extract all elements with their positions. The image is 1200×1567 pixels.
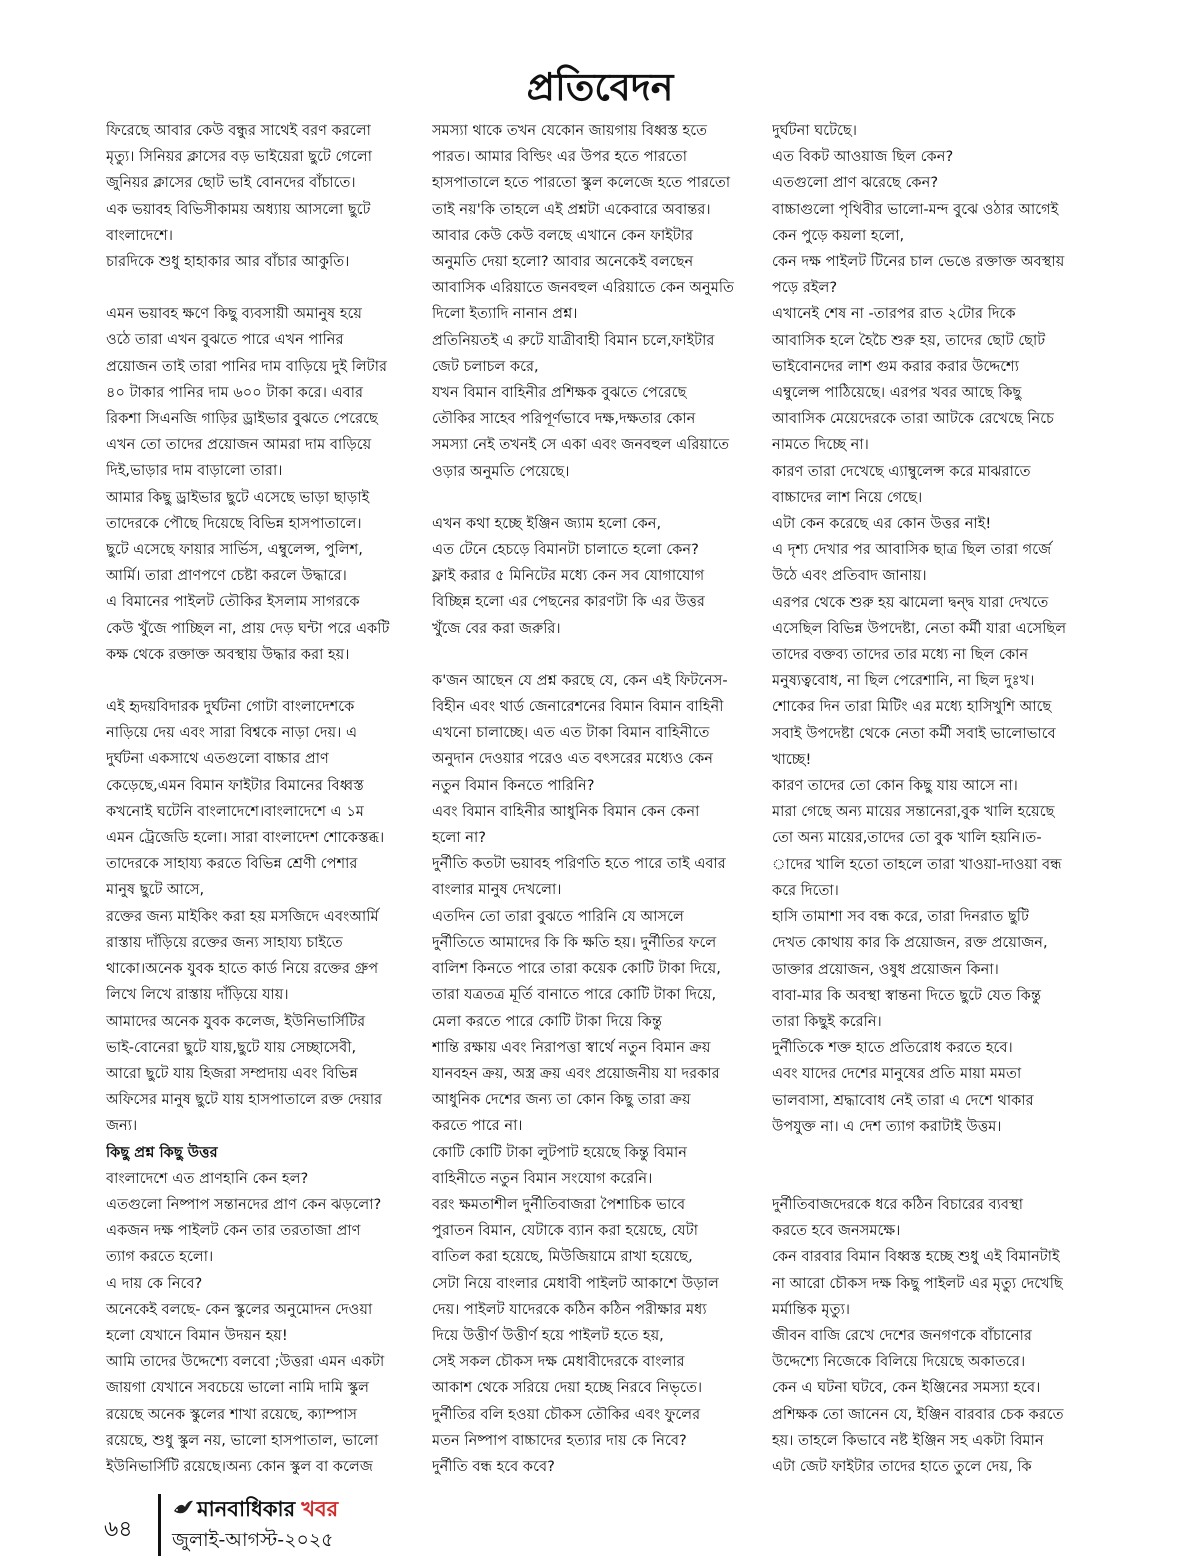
text-line: এখানেই শেষ না -তারপর রাত ২টোর দিকে bbox=[772, 305, 1016, 323]
text-line: জায়গা যেখানে সবচেয়ে ভালো নামি দামি স্কুল bbox=[106, 1379, 370, 1397]
text-line: হয়। তাহলে কিভাবে নষ্ট ইঞ্জিন সহ একটা বিমান bbox=[772, 1431, 1044, 1449]
text-line: দুর্নীতিবাজদেরকে ধরে কঠিন বিচারের ব্যবস্থা bbox=[772, 1195, 1023, 1213]
text-line: সমস্যা থাকে তখন যেকোন জায়গায় বিধ্বস্ত হতে bbox=[432, 122, 708, 139]
text-line: খুঁজে বের করা জরুরি। bbox=[432, 619, 561, 637]
text-line: আকাশ থেকে সরিয়ে দেয়া হচ্ছে নিরবে নিভৃতে। bbox=[432, 1379, 703, 1397]
text-line: তাদেরকে পৌছে দিয়েছে বিভিন্ন হাসপাতালে। bbox=[106, 514, 362, 532]
section-heading: কিছু প্রশ্ন কিছু উত্তর bbox=[106, 1143, 218, 1161]
text-line: দেয়। পাইলট যাদেরকে কঠিন কঠিন পরীক্ষার মধ্য bbox=[432, 1300, 707, 1318]
text-line: আবাসিক এরিয়াতে জনবহুল এরিয়াতে কেন অনুমতি bbox=[432, 279, 734, 297]
text-line: কেউ খুঁজে পাচ্ছিল না, প্রায় দেড় ঘন্টা পরে একটি bbox=[106, 619, 390, 637]
text-line: উপযুক্ত না। এ দেশ ত্যাগ করাটাই উত্তম। bbox=[772, 1117, 1002, 1135]
text-line: এসেছিল বিভিন্ন উপদেষ্টা, নেতা কর্মী যারা এসেছিল bbox=[772, 619, 1067, 637]
text-line: মানুষ ছুটে আসে, bbox=[106, 881, 205, 899]
text-line: নামতে দিচ্ছে না। bbox=[772, 436, 869, 454]
text-line: এক ভয়াবহ বিভিসীকাময় অধ্যায় আসলো ছুটে bbox=[106, 200, 371, 218]
text-line: কেন এ ঘটনা ঘটবে, কেন ইঞ্জিনের সমস্যা হবে। bbox=[772, 1379, 1041, 1397]
text-line: সবাই উপদেষ্টা থেকে নেতা কর্মী সবাই ভালোভাবে bbox=[772, 724, 1056, 742]
text-line: মারা গেছে অন্য মায়ের সন্তানেরা,বুক খালি হয়েছে bbox=[772, 803, 1055, 821]
text-line: ফ্লাই করার ৫ মিনিটের মধ্যে কেন সব যোগাযোগ bbox=[432, 567, 705, 585]
text-line: উঠে এবং প্রতিবাদ জানায়। bbox=[772, 567, 927, 585]
text-line: লিখে লিখে রাস্তায় দাঁড়িয়ে যায়। bbox=[106, 986, 289, 1004]
paragraph-gap bbox=[432, 642, 747, 668]
text-line: এ দৃশ্য দেখার পর আবাসিক ছাত্র ছিল তারা গর্জে bbox=[772, 541, 1052, 559]
text-line: এমন ট্রেজেডি হলো। সারা বাংলাদেশ শোকেস্তব্ধ। bbox=[106, 829, 385, 847]
paragraph-gap bbox=[106, 275, 414, 301]
text-line: বাংলার মানুষ দেখলো। bbox=[432, 881, 562, 899]
text-line: প্রশিক্ষক তো জানেন যে, ইঞ্জিন বারবার চেক করতে bbox=[772, 1405, 1064, 1423]
brand-name-part2: খবর bbox=[301, 1497, 339, 1521]
text-line: এ দায় কে নিবে? bbox=[106, 1274, 203, 1292]
text-line: রয়েছে অনেক স্কুলের শাখা রয়েছে, ক্যাম্পাস bbox=[106, 1405, 358, 1423]
text-line: অনুদান দেওয়ার পরেও এত বৎসরের মধ্যেও কেন bbox=[432, 750, 714, 768]
text-line: ভালবাসা, শ্রদ্ধাবোধ নেই তারা এ দেশে থাকার bbox=[772, 1091, 1034, 1109]
text-line: আরো ছুটে যায় হিজরা সম্প্রদায় এবং বিভিন্ন bbox=[106, 1064, 358, 1082]
text-line: দুর্নীতিতে আমাদের কি কি ক্ষতি হয়। দুর্নীতির ফলে bbox=[432, 933, 717, 951]
text-line: বিহীন এবং থার্ড জেনারেশনের বিমান বিমান বাহিনী bbox=[432, 698, 724, 716]
text-line: এরপর থেকে শুরু হয় ঝামেলা দ্বন্দ্ব যারা দেখতে bbox=[772, 593, 1049, 611]
text-line: এবং যাদের দেশের মানুষের প্রতি মায়া মমতা bbox=[772, 1065, 1022, 1083]
text-line: কারণ তাদের তো কোন কিছু যায় আসে না। bbox=[772, 777, 1018, 795]
text-line: দিই,ভাড়ার দাম বাড়ালো তারা। bbox=[106, 462, 283, 480]
text-line: আবাসিক হলে হৈচৈ শুরু হয়, তাদের ছোট ছোট bbox=[772, 331, 1046, 349]
text-line: তারা যত্রতত্র মূর্তি বানাতে পারে কোটি টাকা দিয়ে, bbox=[432, 986, 717, 1004]
text-line: াদের খালি হতো তাহলে তারা খাওয়া-দাওয়া বন্ধ bbox=[772, 855, 1062, 873]
text-line: না আরো চৌকস দক্ষ কিছু পাইলট এর মৃত্যু দেখেছি bbox=[772, 1274, 1063, 1292]
text-line: কেন বারবার বিমান বিধ্বস্ত হচ্ছে শুধু এই বিমানটাই bbox=[772, 1248, 1060, 1266]
text-line: বাবা-মার কি অবস্থা স্বান্তনা দিতে ছুটে যেত কিন্তু bbox=[772, 986, 1042, 1004]
text-line: ওড়ার অনুমতি পেয়েছে। bbox=[432, 462, 570, 480]
text-line: জুনিয়র ক্লাসের ছোট ভাই বোনদের বাঁচাতে। bbox=[106, 174, 356, 192]
text-line: তো অন্য মায়ের,তাদের তো বুক খালি হয়নি।ত- bbox=[772, 829, 1042, 847]
text-line: এত বিকট আওয়াজ ছিল কেন? bbox=[772, 148, 954, 166]
text-line: দুর্নীতি কতটা ভয়াবহ পরিণতি হতে পারে তাই এবার bbox=[432, 855, 726, 873]
text-line: কেড়েছে,এমন বিমান ফাইটার বিমানের বিধ্বস্ত bbox=[106, 776, 364, 794]
text-line: করতে হবে জনসমক্ষে। bbox=[772, 1222, 901, 1240]
text-line: পুরাতন বিমান, যেটাকে ব্যান করা হয়েছে, যেটা bbox=[432, 1222, 698, 1240]
text-line: নাড়িয়ে দেয় এবং সারা বিশ্বকে নাড়া দেয়। এ bbox=[106, 724, 358, 742]
text-line: সেই সকল চৌকস দক্ষ মেধাবীদেরকে বাংলার bbox=[432, 1353, 685, 1371]
article-column-1 bbox=[106, 118, 414, 1478]
text-line: দিয়ে উত্তীর্ণ উত্তীর্ণ হয়ে পাইলট হতে হয়, bbox=[432, 1326, 664, 1344]
text-line: ডাক্তার প্রয়োজন, ওষুধ প্রয়োজন কিনা। bbox=[772, 960, 999, 978]
text-line: হাসি তামাশা সব বন্ধ করে, তারা দিনরাত ছুটি bbox=[772, 908, 1029, 926]
text-line: আধুনিক দেশের জন্য তা কোন কিছু তারা ক্রয় bbox=[432, 1091, 691, 1109]
text-line: এটা জেট ফাইটার তাদের হাতে তুলে দেয়, কি bbox=[772, 1457, 1032, 1475]
page-number: ৬৪ bbox=[104, 1517, 133, 1542]
text-line: কক্ষ থেকে রক্তাক্ত অবস্থায় উদ্ধার করা হয়। bbox=[106, 645, 350, 663]
text-line: কোটি কোটি টাকা লুটপাট হয়েছে কিন্তু বিমান bbox=[432, 1143, 687, 1161]
issue-date: জুলাই-আগস্ট-২০২৫ bbox=[172, 1529, 334, 1551]
text-line: ইউনিভার্সিটি রয়েছে।অন্য কোন স্কুল বা কলেজ bbox=[106, 1457, 373, 1475]
text-line: আমি তাদের উদ্দেশ্যে বলবো ;উত্তরা এমন একটা bbox=[106, 1353, 385, 1371]
text-line: চারদিকে শুধু হাহাকার আর বাঁচার আকুতি। bbox=[106, 253, 350, 271]
text-line: বালিশ কিনতে পারে তারা কয়েক কোটি টাকা দিয়ে, bbox=[432, 960, 721, 978]
text-line: ভাই-বোনেরা ছুটে যায়,ছুটে যায় সেচ্ছাসেবী, bbox=[106, 1038, 357, 1056]
text-line: প্রয়োজন তাই তারা পানির দাম বাড়িয়ে দুই লিটার bbox=[106, 357, 388, 375]
text-line: পড়ে রইল? bbox=[772, 279, 838, 297]
text-line: এখন তো তাদের প্রয়োজন আমরা দাম বাড়িয়ে bbox=[106, 436, 372, 454]
text-line: শান্তি রক্ষায় এবং নিরাপত্তা স্বার্থে নতুন বিমান ক্রয় bbox=[432, 1038, 711, 1056]
article-column-2 bbox=[432, 118, 747, 1478]
page-title: প্রতিবেদন bbox=[526, 65, 674, 109]
text-line: জীবন বাজি রেখে দেশের জনগণকে বাঁচানোর bbox=[772, 1326, 1032, 1344]
text-line: এম্বুলেন্স পাঠিয়েছে। এরপর খবর আছে কিছু bbox=[772, 384, 1022, 402]
text-line: উদ্দেশ্যে নিজেকে বিলিয়ে দিয়েছে অকাতরে। bbox=[772, 1353, 1026, 1371]
text-line: ত্যাগ করতে হলো। bbox=[106, 1248, 214, 1266]
text-line: বরং ক্ষমতাশীল দুর্নীতিবাজরা পৈশাচিক ভাবে bbox=[432, 1195, 686, 1213]
text-line: দুর্ঘটনা ঘটেছে। bbox=[772, 122, 857, 139]
text-line: জন্য। bbox=[106, 1117, 138, 1135]
text-line: আবার কেউ কেউ বলছে এখানে কেন ফাইটার bbox=[432, 226, 693, 244]
text-line: হলো যেখানে বিমান উদয়ন হয়! bbox=[106, 1326, 288, 1344]
text-line: এতদিন তো তারা বুঝতে পারিনি যে আসলে bbox=[432, 907, 684, 925]
text-line: ভাইবোনদের লাশ গুম করার করার উদ্দেশ্যে bbox=[772, 357, 1019, 375]
text-line: আবাসিক মেয়েদেরকে তারা আটকে রেখেছে নিচে bbox=[772, 410, 1054, 428]
text-line: তাই নয়'কি তাহলে এই প্রশ্নটা একেবারে অবান্তর। bbox=[432, 200, 711, 218]
text-line: এই হৃদয়বিদারক দুর্ঘটনা গোটা বাংলাদেশকে bbox=[106, 698, 355, 716]
text-line: অনেকেই বলছে- কেন স্কুলের অনুমোদন দেওয়া bbox=[106, 1300, 373, 1318]
text-line: আর্মি। তারা প্রাণপণে চেষ্টা করলে উদ্ধারে। bbox=[106, 567, 347, 585]
text-line: কারণ তারা দেখেছে এ্যাম্বুলেন্স করে মাঝরাতে bbox=[772, 462, 1031, 480]
text-line: তাদেরকে সাহায্য করতে বিভিন্ন শ্রেণী পেশার bbox=[106, 855, 358, 873]
text-line: ক'জন আছেন যে প্রশ্ন করছে যে, কেন এই ফিটনেস- bbox=[432, 671, 728, 689]
text-line: এত টেনে হেচড়ে বিমানটা চালাতে হলো কেন? bbox=[432, 541, 699, 559]
text-line: বিচ্ছিন্ন হলো এর পেছনের কারণটা কি এর উত্তর bbox=[432, 593, 705, 611]
paragraph-gap bbox=[772, 1166, 1078, 1192]
text-line: ওঠে তারা এখন বুঝতে পারে এখন পানির bbox=[106, 331, 344, 349]
text-line: অফিসের মানুষ ছুটে যায় হাসপাতালে রক্ত দেয়ার bbox=[106, 1091, 383, 1109]
text-line: প্রতিনিয়তই এ রুটে যাত্রীবাহী বিমান চলে,ফাইটার bbox=[432, 331, 715, 349]
text-line: ছুটে এসেছে ফায়ার সার্ভিস, এম্বুলেন্স, পুলিশ, bbox=[106, 541, 363, 559]
text-line: তাদের বক্তব্য তাদের তার মধ্যে না ছিল কোন bbox=[772, 646, 1029, 664]
text-line: দুর্নীতির বলি হওয়া চৌকস তৌকির এবং ফুলের bbox=[432, 1405, 701, 1423]
text-line: এতগুলো নিষ্পাপ সন্তানদের প্রাণ কেন ঝড়লো? bbox=[106, 1195, 382, 1213]
text-line: এখনো চালাচ্ছে। এত এত টাকা বিমান বাহিনীতে bbox=[432, 724, 710, 742]
text-line: খাচ্ছে! bbox=[772, 750, 812, 768]
text-line: কখনোই ঘটেনি বাংলাদেশে।বাংলাদেশে এ ১ম bbox=[106, 802, 364, 820]
text-line: এমন ভয়াবহ ক্ষণে কিছু ব্যবসায়ী অমানুষ হয়ে bbox=[106, 305, 362, 323]
text-line: যানবহন ক্রয়, অস্ত্র ক্রয় এবং প্রয়োজনীয় যা দরকার bbox=[432, 1064, 720, 1082]
text-line: মৃত্যু। সিনিয়র ক্লাসের বড় ভাইয়েরা ছুটে গেলো bbox=[106, 148, 372, 166]
text-line: বাহিনীতে নতুন বিমান সংযোগ করেনি। bbox=[432, 1169, 653, 1187]
text-line: তারা কিছুই করেনি। bbox=[772, 1012, 882, 1030]
text-line: থাকো।অনেক যুবক হাতে কার্ড নিয়ে রক্তের গ্রুপ bbox=[106, 960, 379, 978]
text-line: আমার কিছু ড্রাইভার ছুটে এসেছে ভাড়া ছাড়াই bbox=[106, 488, 370, 506]
text-line: সেটা নিয়ে বাংলার মেধাবী পাইলট আকাশে উড়াল bbox=[432, 1274, 719, 1292]
text-line: বাংলাদেশে এত প্রাণহানি কেন হল? bbox=[106, 1169, 309, 1187]
text-line: বাচ্চাগুলো পৃথিবীর ভালো-মন্দ বুঝে ওঠার আগেই bbox=[772, 200, 1059, 218]
text-line: যখন বিমান বাহিনীর প্রশিক্ষক বুঝতে পেরেছে bbox=[432, 384, 687, 402]
text-line: বাচ্চাদের লাশ নিয়ে গেছে। bbox=[772, 488, 923, 506]
text-line: করতে পারে না। bbox=[432, 1117, 523, 1135]
text-line: ফিরেছে আবার কেউ বন্ধুর সাথেই বরণ করলো bbox=[106, 122, 371, 139]
text-line: মতন নিষ্পাপ বাচ্চাদের হত্যার দায় কে নিবে? bbox=[432, 1431, 687, 1449]
text-line: এখন কথা হচ্ছে ইঞ্জিন জ্যাম হলো কেন, bbox=[432, 514, 662, 532]
text-line: এবং বিমান বাহিনীর আধুনিক বিমান কেন কেনা bbox=[432, 802, 700, 820]
text-line: জেট চলাচল করে, bbox=[432, 357, 539, 375]
text-line: এ বিমানের পাইলট তৌকির ইসলাম সাগরকে bbox=[106, 593, 360, 611]
text-line: বাতিল করা হয়েছে, মিউজিয়ামে রাখা হয়েছে, bbox=[432, 1248, 693, 1266]
text-line: বাংলাদেশে। bbox=[106, 226, 173, 244]
text-line: রিকশা সিএনজি গাড়ির ড্রাইভার বুঝতে পেরেছে bbox=[106, 410, 378, 428]
text-line: মর্মান্তিক মৃত্যু। bbox=[772, 1300, 851, 1318]
text-line: রয়েছে, শুধু স্কুল নয়, ভালো হাসপাতাল, ভালো bbox=[106, 1431, 379, 1449]
text-line: ৪০ টাকার পানির দাম ৬০০ টাকা করে। এবার bbox=[106, 383, 364, 401]
text-line: দুর্নীতি বন্ধ হবে কবে? bbox=[432, 1457, 555, 1475]
article-column-3 bbox=[772, 118, 1078, 1478]
text-line: পারত। আমার বিল্ডিং এর উপর হতে পারতো bbox=[432, 148, 687, 166]
text-line: এতগুলো প্রাণ ঝরেছে কেন? bbox=[772, 174, 939, 192]
text-line: রাস্তায় দাঁড়িয়ে রক্তের জন্য সাহায্য চাইতে bbox=[106, 933, 343, 951]
text-line: একজন দক্ষ পাইলট কেন তার তরতাজা প্রাণ bbox=[106, 1222, 361, 1240]
paragraph-gap bbox=[772, 1140, 1078, 1166]
text-line: নতুন বিমান কিনতে পারিনি? bbox=[432, 776, 595, 794]
footer-divider bbox=[158, 1494, 161, 1556]
text-line: অনুমতি দেয়া হলো? আবার অনেকেই বলছেন bbox=[432, 253, 694, 271]
text-line: এটা কেন করেছে এর কোন উত্তর নাই! bbox=[772, 515, 992, 533]
text-line: দুর্নীতিকে শক্ত হাতে প্রতিরোধ করতে হবে। bbox=[772, 1039, 1013, 1057]
text-line: কেন পুড়ে কয়লা হলো, bbox=[772, 226, 905, 244]
text-line: হলো না? bbox=[432, 829, 486, 847]
text-line: কেন দক্ষ পাইলট টিনের চাল ভেঙে রক্তাক্ত অবস্থায় bbox=[772, 253, 1065, 271]
text-line: দেখত কোথায় কার কি প্রয়োজন, রক্ত প্রয়োজন, bbox=[772, 934, 1048, 952]
brand-name-part1: মানবাধিকার bbox=[197, 1497, 296, 1521]
text-line: আমাদের অনেক যুবক কলেজ, ইউনিভার্সিটির bbox=[106, 1012, 366, 1030]
magazine-brand bbox=[172, 1494, 338, 1524]
text-line: মেলা করতে পারে কোটি টাকা দিয়ে কিন্তু bbox=[432, 1012, 662, 1030]
text-line: করে দিতো। bbox=[772, 881, 839, 899]
text-line: শোকের দিন তারা মিটিং এর মধ্যে হাসিখুশি আছে bbox=[772, 698, 1052, 716]
text-line: রক্তের জন্য মাইকিং করা হয় মসজিদে এবংআর্মি bbox=[106, 907, 379, 925]
text-line: তৌকির সাহেব পরিপূর্ণভাবে দক্ষ,দক্ষতার কোন bbox=[432, 410, 696, 428]
text-line: দুর্ঘটনা একসাথে এতগুলো বাচ্চার প্রাণ bbox=[106, 750, 329, 768]
text-line: সমস্যা নেই তখনই সে একা এবং জনবহুল এরিয়াতে bbox=[432, 436, 730, 454]
text-line: হাসপাতালে হতে পারতো স্কুল কলেজে হতে পারতো bbox=[432, 174, 731, 192]
paragraph-gap bbox=[432, 485, 747, 511]
dove-icon bbox=[172, 1499, 194, 1519]
text-line: দিলো ইত্যাদি নানান প্রশ্ন। bbox=[432, 305, 578, 323]
text-line: মনুষ্যত্ববোধ, না ছিল পেরেশানি, না ছিল দুঃখ। bbox=[772, 672, 1035, 690]
paragraph-gap bbox=[106, 668, 414, 694]
